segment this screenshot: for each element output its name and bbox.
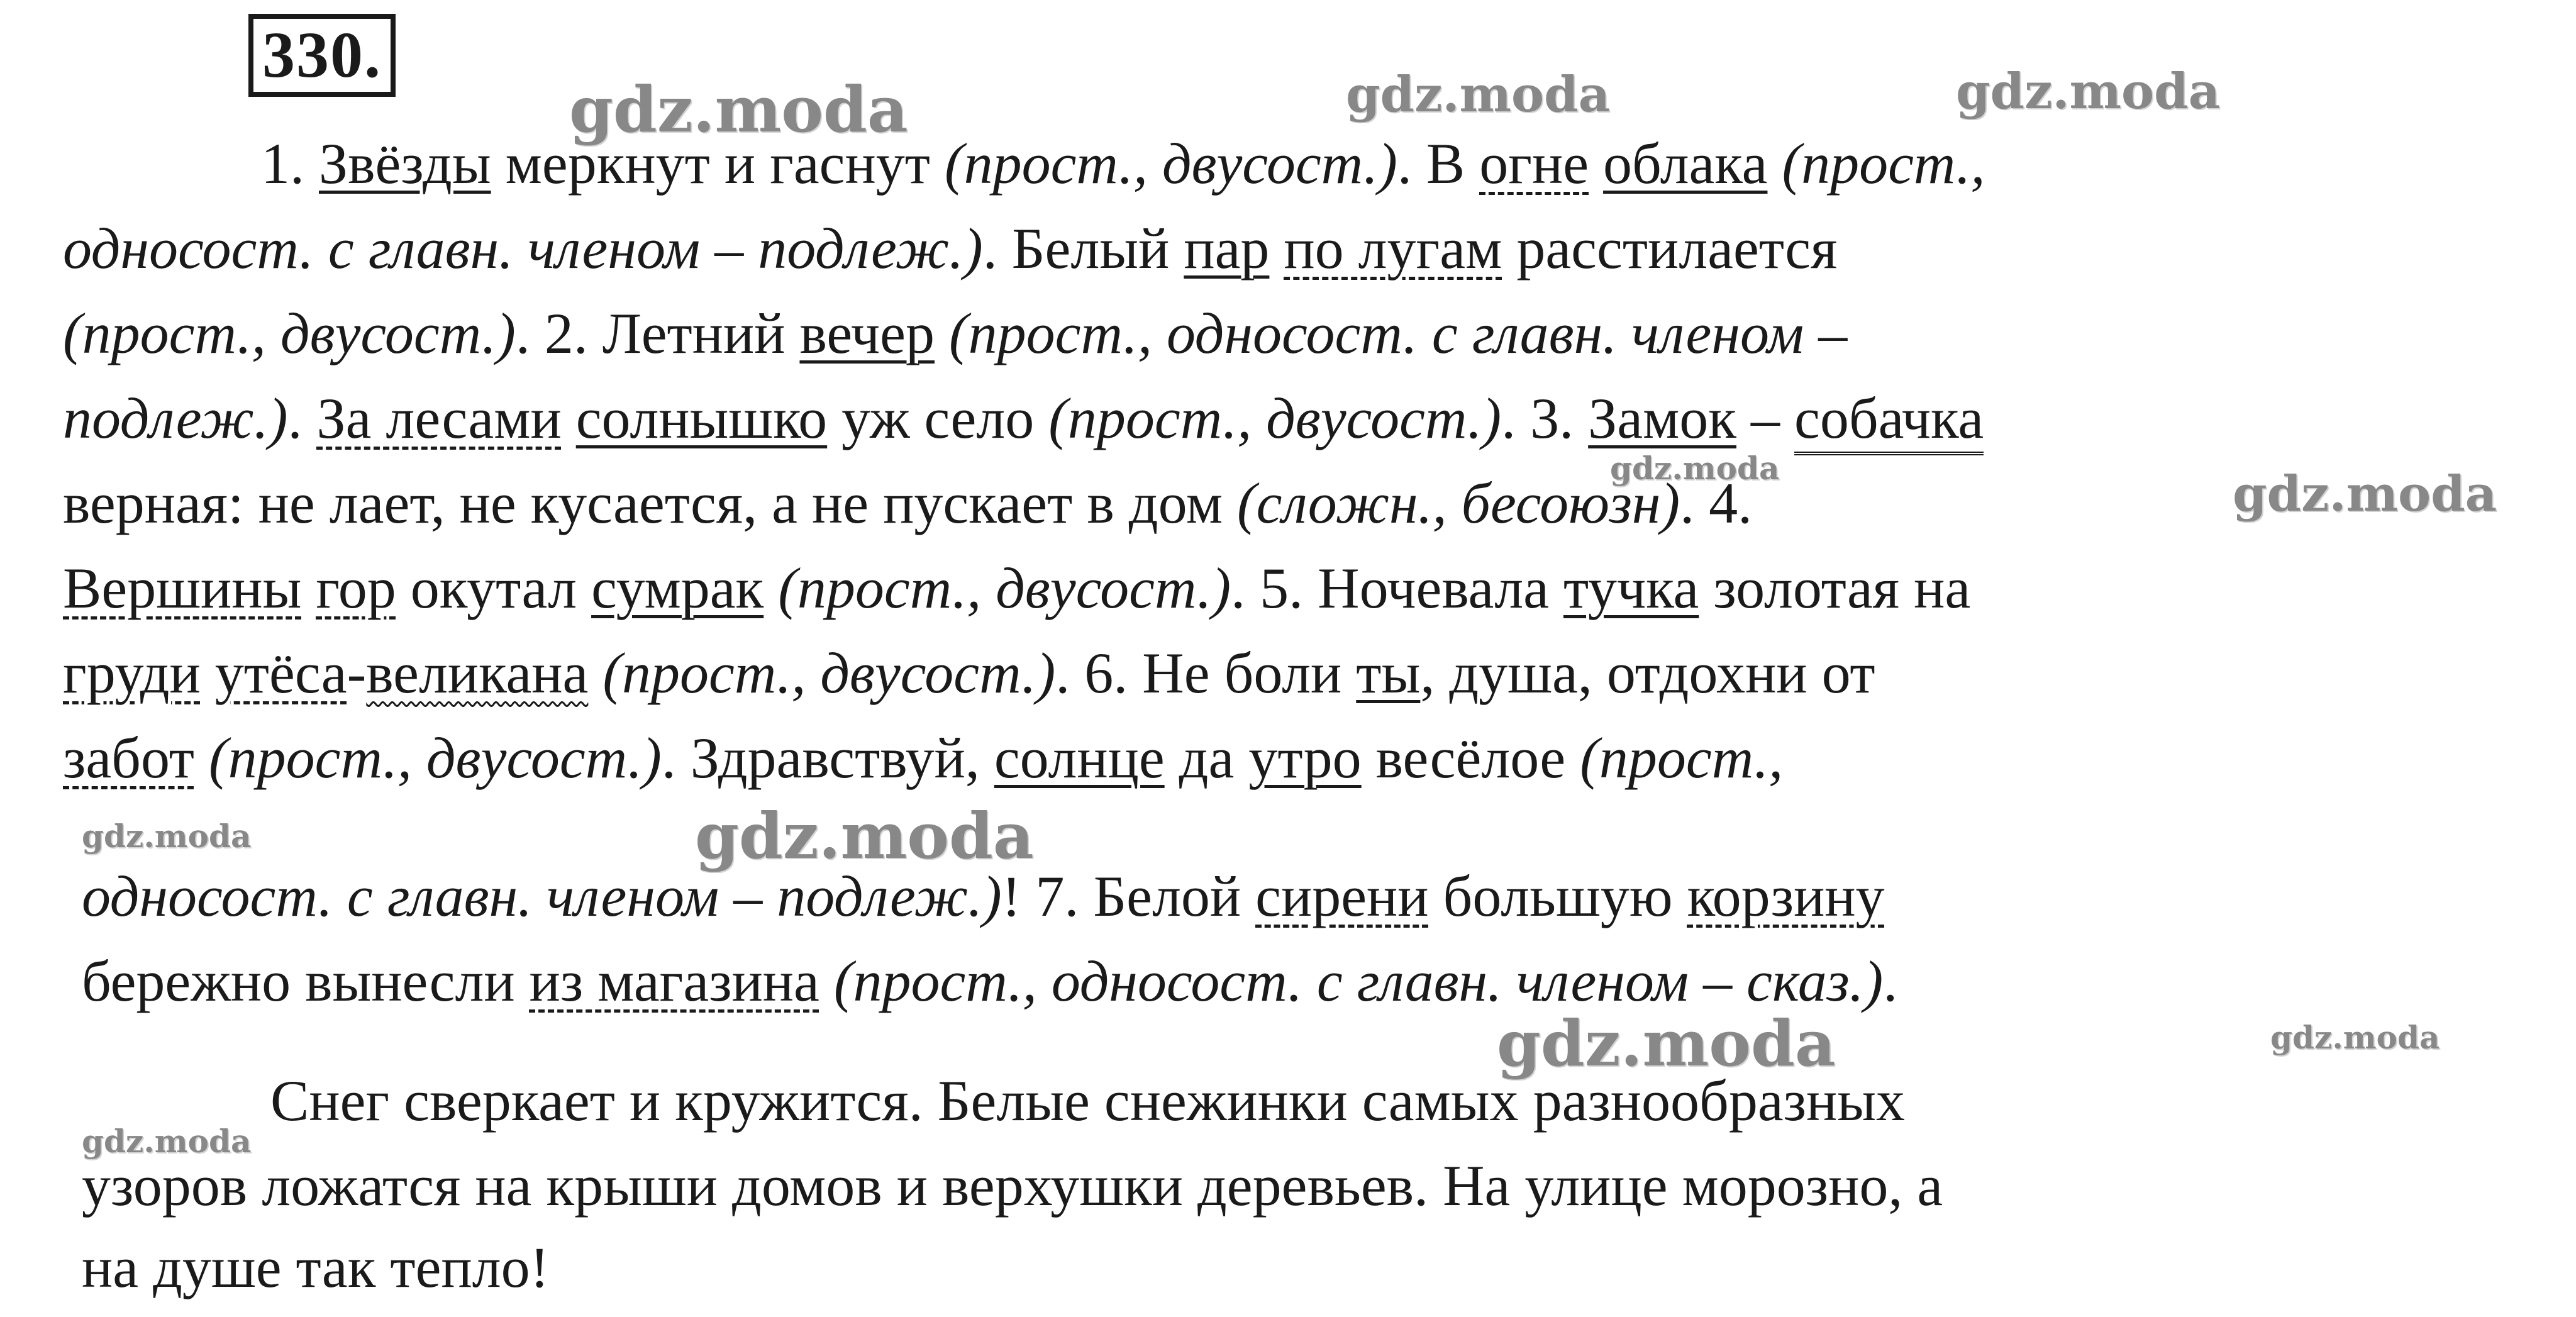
text-fragment: . 6. Не боли (1055, 641, 1357, 705)
text-fragment: золотая на (1699, 556, 1971, 620)
paragraph-2-line-1: Снег сверкает и кружится. Белые снежинки самых разнообразных (270, 1069, 1906, 1133)
paragraph-2-line-2: узоров ложатся на крыши домов и верхушки деревьев. На улице морозно, а (82, 1153, 1943, 1218)
subject-word: пар (1184, 216, 1270, 281)
text-fragment: . 3. (1501, 386, 1589, 450)
watermark: gdz.moda (82, 818, 252, 855)
text-line-3 (63, 296, 1847, 371)
text-fragment: . 5. Ночевала (1231, 556, 1563, 620)
text-fragment: окутал (396, 556, 592, 620)
text-fragment (1589, 131, 1603, 196)
watermark: gdz.moda (2233, 465, 2497, 523)
text-fragment (562, 386, 576, 450)
text-fragment: . В (1397, 131, 1480, 196)
text-fragment (201, 641, 215, 705)
predicate-word: собачка (1794, 386, 1984, 455)
text-fragment: . Здравствуй, (661, 726, 994, 790)
text-line-5 (63, 465, 1752, 541)
watermark: gdz.moda (1956, 63, 2221, 120)
parse-note: (сложн., бесоюзн) (1237, 471, 1680, 535)
parse-note: подлеж.) (63, 386, 288, 450)
object-word: Вершины (63, 556, 302, 620)
watermark: gdz.moda (82, 1123, 252, 1160)
text-fragment: . (1883, 949, 1898, 1013)
object-word: корзину (1687, 864, 1885, 928)
parse-note: (прост., односост. с главн. членом – сказ.) (819, 949, 1884, 1013)
text-fragment: – (1736, 386, 1794, 450)
object-word: забот (63, 726, 194, 790)
text-fragment (1269, 216, 1284, 281)
watermark: gdz.moda (2270, 1019, 2440, 1056)
text-fragment: верная: не лает, не кусается, а не пускает в дом (63, 471, 1238, 535)
text-fragment: . 2. Летний (515, 301, 800, 365)
subject-word: Замок (1588, 386, 1736, 450)
text-fragment: меркнут и гаснут (491, 131, 945, 196)
parse-note: (прост., двусост.) (944, 131, 1397, 196)
parse-note: (прост., двусост.) (194, 726, 662, 790)
parse-note: односост. с главн. членом – подлеж.) (82, 864, 1002, 928)
text-fragment: . Белый (982, 216, 1184, 281)
adverbial-word: огне (1479, 131, 1589, 196)
text-line-1 (261, 126, 1985, 201)
watermark: gdz.moda (1610, 450, 1780, 487)
object-word: гор (316, 556, 396, 620)
text-fragment: . 4. (1680, 471, 1753, 535)
object-word: утёса (214, 641, 347, 705)
adverbial-word: из магазина (529, 949, 819, 1013)
watermark: gdz.moda (1497, 1006, 1836, 1081)
subject-word: Звёзды (319, 131, 491, 196)
parse-note: (прост., двусост.) (1048, 386, 1502, 450)
text-fragment: расстилается (1502, 216, 1838, 281)
subject-word: вечер (799, 301, 935, 365)
subject-word: солнце (994, 726, 1165, 790)
text-line-6 (63, 550, 1970, 626)
text-line-8 (63, 720, 1783, 796)
object-word: сирени (1255, 864, 1429, 928)
text-line-2 (63, 211, 1837, 286)
parse-note: (прост., двусост.) (63, 301, 516, 365)
attribute-word: великана (366, 641, 589, 705)
parse-note: (прост., односост. с главн. членом – (934, 301, 1848, 365)
paragraph-2-line-3: на душе так тепло! (82, 1235, 550, 1299)
adverbial-word: по лугам (1284, 216, 1502, 281)
text-fragment: ! 7. Белой (1001, 864, 1256, 928)
text-line-4 (63, 381, 1984, 456)
parse-note: односост. с главн. членом – подлеж.) (63, 216, 983, 281)
subject-word: тучка (1563, 556, 1699, 620)
subject-word: сумрак (591, 556, 764, 620)
text-line-7 (63, 635, 1875, 711)
watermark: gdz.moda (569, 72, 908, 147)
parse-note: (прост., двусост.) (588, 641, 1056, 705)
text-fragment: . (287, 386, 317, 450)
text-fragment: да (1164, 726, 1249, 790)
text-fragment: , душа, отдохни от (1420, 641, 1875, 705)
watermark: gdz.moda (1346, 66, 1611, 123)
subject-word: солнышко (575, 386, 828, 450)
text-fragment: большую (1428, 864, 1687, 928)
subject-word: ты (1356, 641, 1421, 705)
text-fragment: 1. (261, 131, 319, 196)
text-fragment: весёлое (1361, 726, 1580, 790)
exercise-number: 330. (262, 19, 382, 91)
parse-note: (прост., (1580, 726, 1784, 790)
text-fragment: уж село (827, 386, 1049, 450)
text-fragment (301, 556, 316, 620)
parse-note: (прост., двусост.) (763, 556, 1231, 620)
text-fragment: бережно вынесли (82, 949, 530, 1013)
text-line-10 (82, 943, 1897, 1019)
text-fragment: - (347, 641, 367, 705)
parse-note: (прост., (1767, 131, 1985, 196)
subject-word: облака (1603, 131, 1768, 196)
subject-word: утро (1248, 726, 1362, 790)
watermark: gdz.moda (695, 799, 1034, 873)
exercise-number-box (248, 14, 396, 97)
adverbial-word: За лесами (316, 386, 562, 450)
adverbial-word: груди (63, 641, 201, 705)
text-line-9 (82, 859, 1885, 934)
